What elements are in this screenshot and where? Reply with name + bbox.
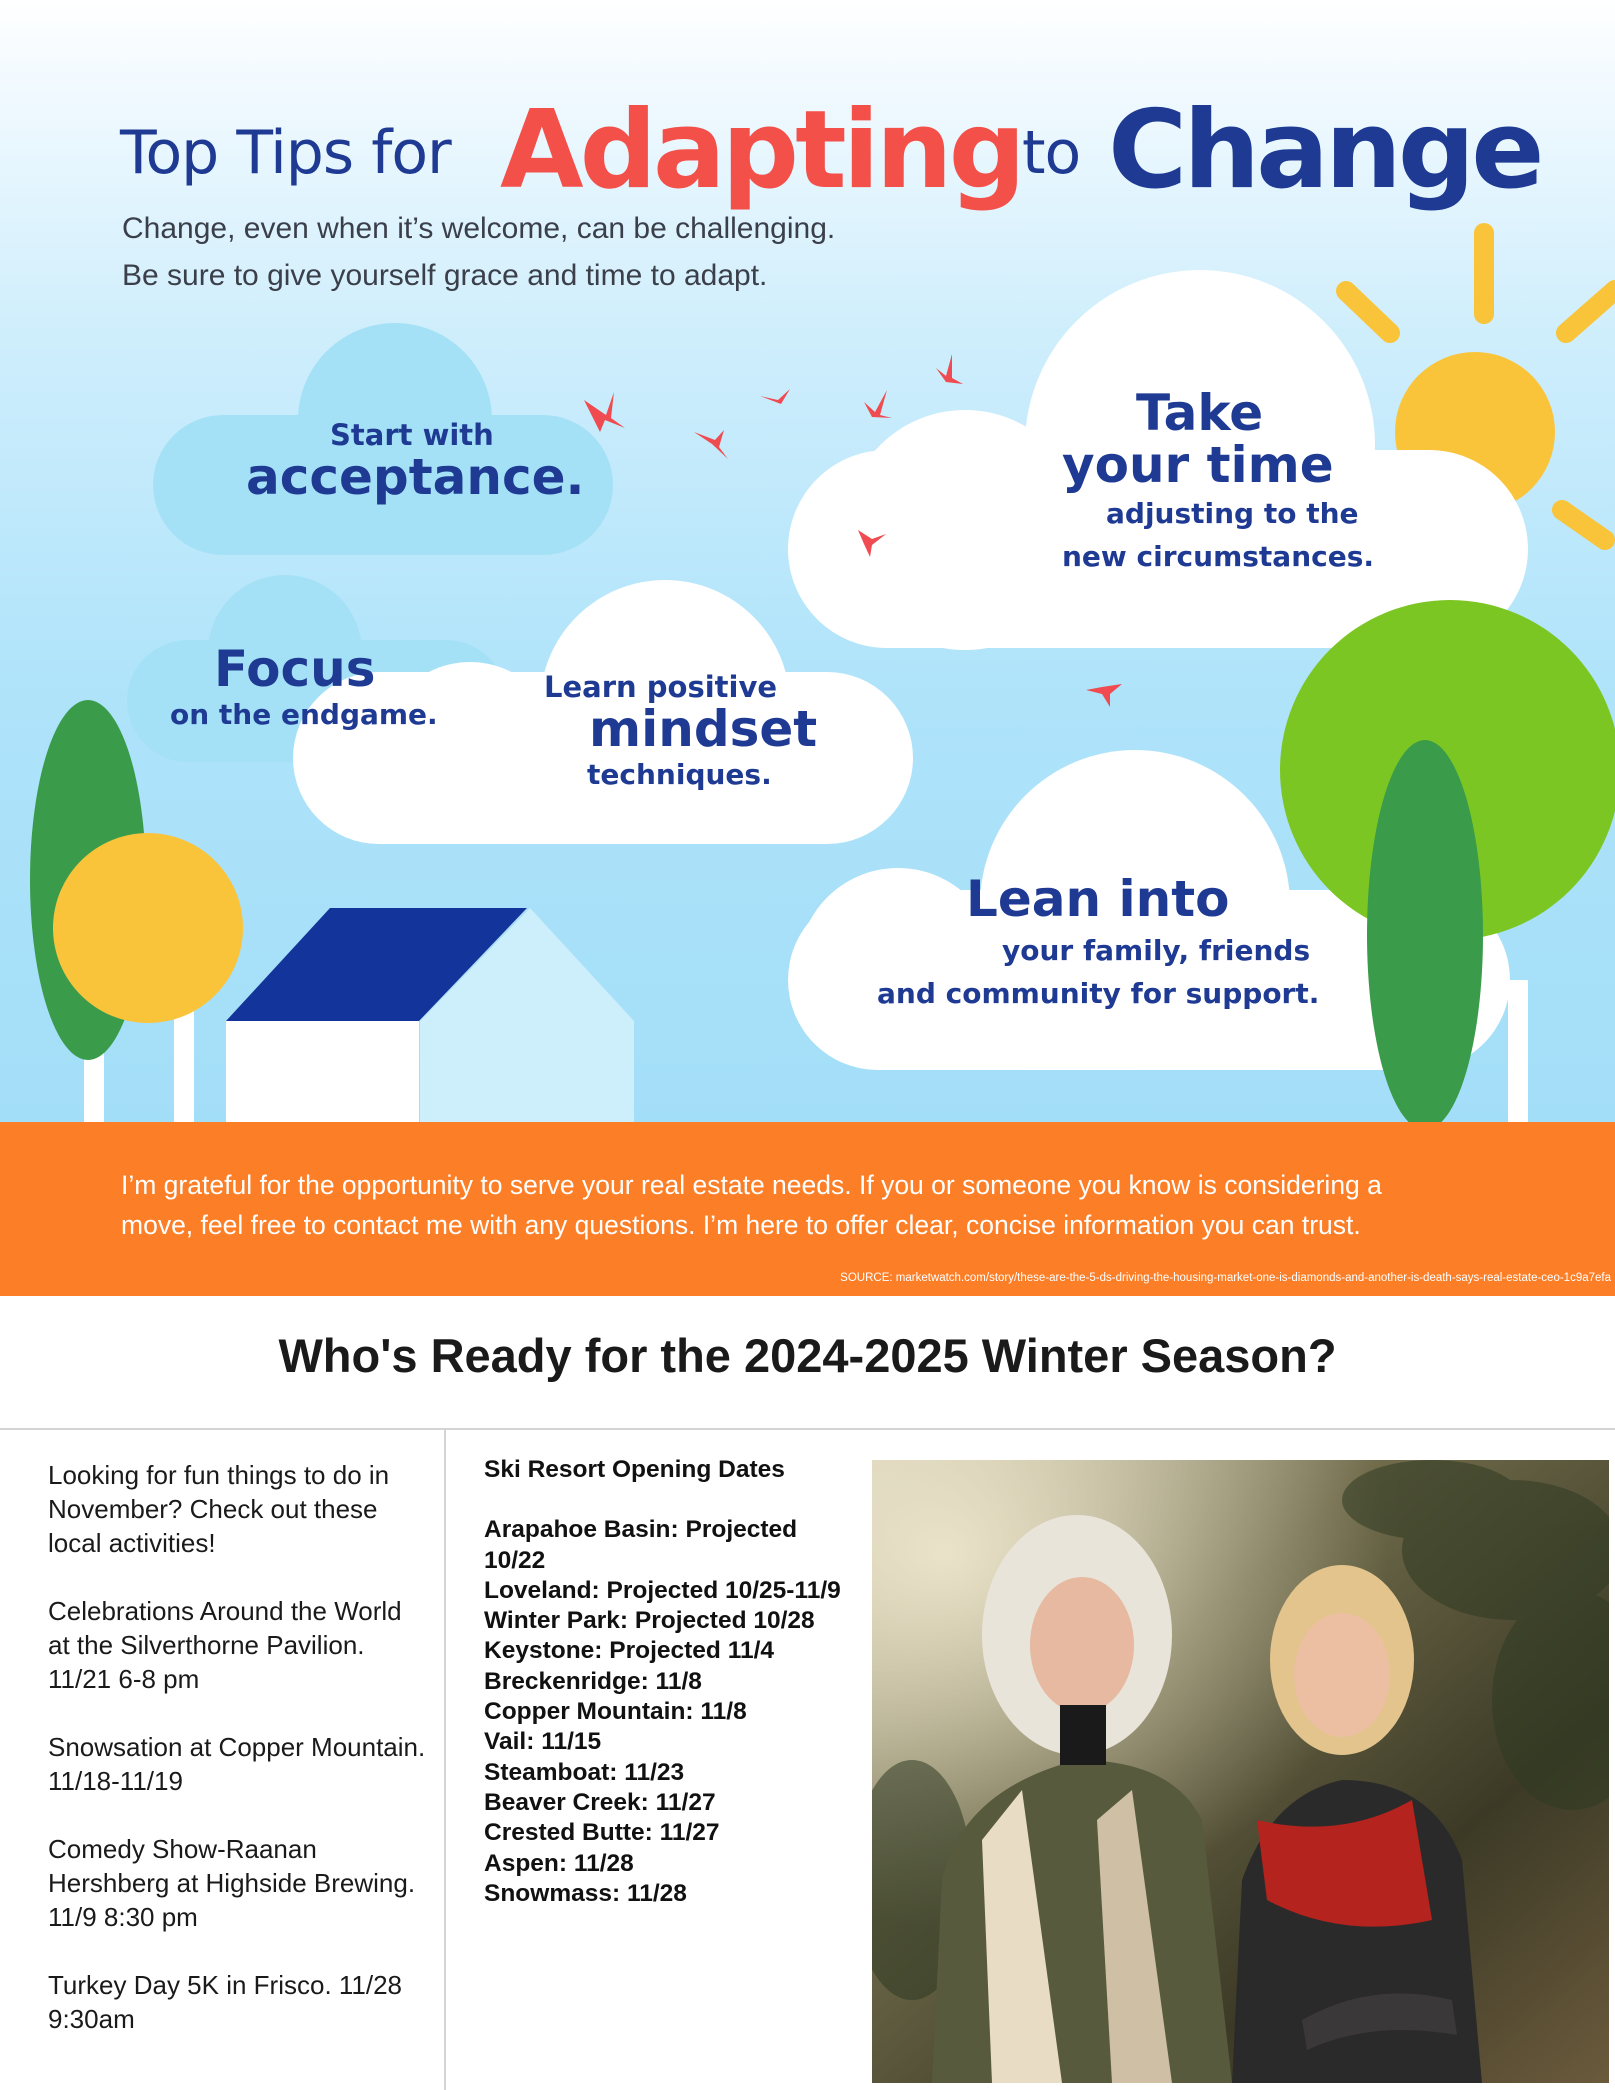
- tip-mindset-keyword: mindset: [589, 700, 818, 758]
- tip-time-detail-2: new circumstances.: [1062, 540, 1375, 573]
- activities-column: [48, 1458, 428, 2070]
- resort-date: Arapahoe Basin: Projected 10/22: [484, 1516, 798, 1574]
- tip-acceptance-lead: Start with: [330, 418, 494, 452]
- contact-band: [0, 1122, 1615, 1296]
- agents-photo: [872, 1460, 1609, 2083]
- resort-date: Copper Mountain: 11/8: [484, 1698, 747, 1726]
- activity-item: Snowsation at Copper Mountain. 11/18-11/19: [48, 1732, 426, 1796]
- tip-time-detail-1: adjusting to the: [1106, 497, 1359, 530]
- tip-mindset-detail: techniques.: [587, 758, 772, 791]
- season-heading: Who's Ready for the 2024-2025 Winter Season?: [278, 1329, 1337, 1382]
- band-message-line-1: I’m grateful for the opportunity to serve your real estate needs. If you or someone you know is considering a: [121, 1170, 1382, 1200]
- resort-date: Crested Butte: 11/27: [484, 1819, 720, 1847]
- tip-lean-detail-2: and community for support.: [877, 977, 1320, 1010]
- tip-lean-keyword: Lean into: [966, 870, 1230, 928]
- agents-photo-illustration: [872, 1460, 1609, 2083]
- resort-date: Aspen: 11/28: [484, 1849, 634, 1877]
- resort-date: Breckenridge: 11/8: [484, 1667, 702, 1695]
- column-divider: [444, 1430, 446, 2090]
- tip-time-keyword-1: Take: [1136, 384, 1264, 442]
- title-part-adapting: Adapting: [500, 88, 1022, 213]
- resort-date: Snowmass: 11/28: [484, 1879, 687, 1907]
- resort-date: Loveland: Projected 10/25-11/9: [484, 1576, 841, 1604]
- tip-mindset-lead: Learn positive: [544, 670, 778, 704]
- resort-date: Beaver Creek: 11/27: [484, 1788, 716, 1816]
- intro-line-1: Change, even when it’s welcome, can be challenging.: [122, 212, 836, 245]
- ski-dates-title: Ski Resort Opening Dates: [484, 1456, 785, 1483]
- tip-focus-detail: on the endgame.: [170, 698, 438, 731]
- house-icon: [226, 908, 634, 1122]
- tip-focus-keyword: Focus: [214, 640, 376, 698]
- band-message-line-2: move, feel free to contact me with any questions. I’m here to offer clear, concise information you can trust.: [121, 1210, 1361, 1240]
- title-part-to: to: [1022, 118, 1081, 188]
- title-part-change: Change: [1108, 88, 1541, 213]
- ski-opening-dates: [484, 1455, 844, 1909]
- activity-item: Comedy Show-Raanan Hershberg at Highside Brewing. 11/9 8:30 pm: [48, 1834, 416, 1932]
- intro-line-2: Be sure to give yourself grace and time to adapt.: [122, 259, 768, 292]
- activities-intro: Looking for fun things to do in November? Check out these local activities!: [48, 1460, 390, 1558]
- resort-date: Winter Park: Projected 10/28: [484, 1607, 815, 1635]
- activity-item: Turkey Day 5K in Frisco. 11/28 9:30am: [48, 1970, 403, 2034]
- left-trees: [30, 700, 243, 1122]
- tip-lean-detail-1: your family, friends: [1002, 934, 1311, 967]
- source-citation: SOURCE: marketwatch.com/story/these-are-the-5-ds-driving-the-housing-market-one-is-diamonds-and-another-is-death-says-real-estate-ceo-1c9a7efa: [840, 1272, 1611, 1284]
- resort-date: Keystone: Projected 11/4: [484, 1637, 775, 1665]
- tip-time-keyword-2: your time: [1062, 436, 1334, 494]
- section-divider: [0, 1428, 1615, 1430]
- tip-acceptance-keyword: acceptance.: [246, 448, 585, 506]
- activity-item: Celebrations Around the World at the Silverthorne Pavilion. 11/21 6-8 pm: [48, 1596, 402, 1694]
- resort-date: Vail: 11/15: [484, 1728, 602, 1756]
- title-part-top-tips: Top Tips for: [120, 118, 451, 188]
- resort-date: Steamboat: 11/23: [484, 1758, 685, 1786]
